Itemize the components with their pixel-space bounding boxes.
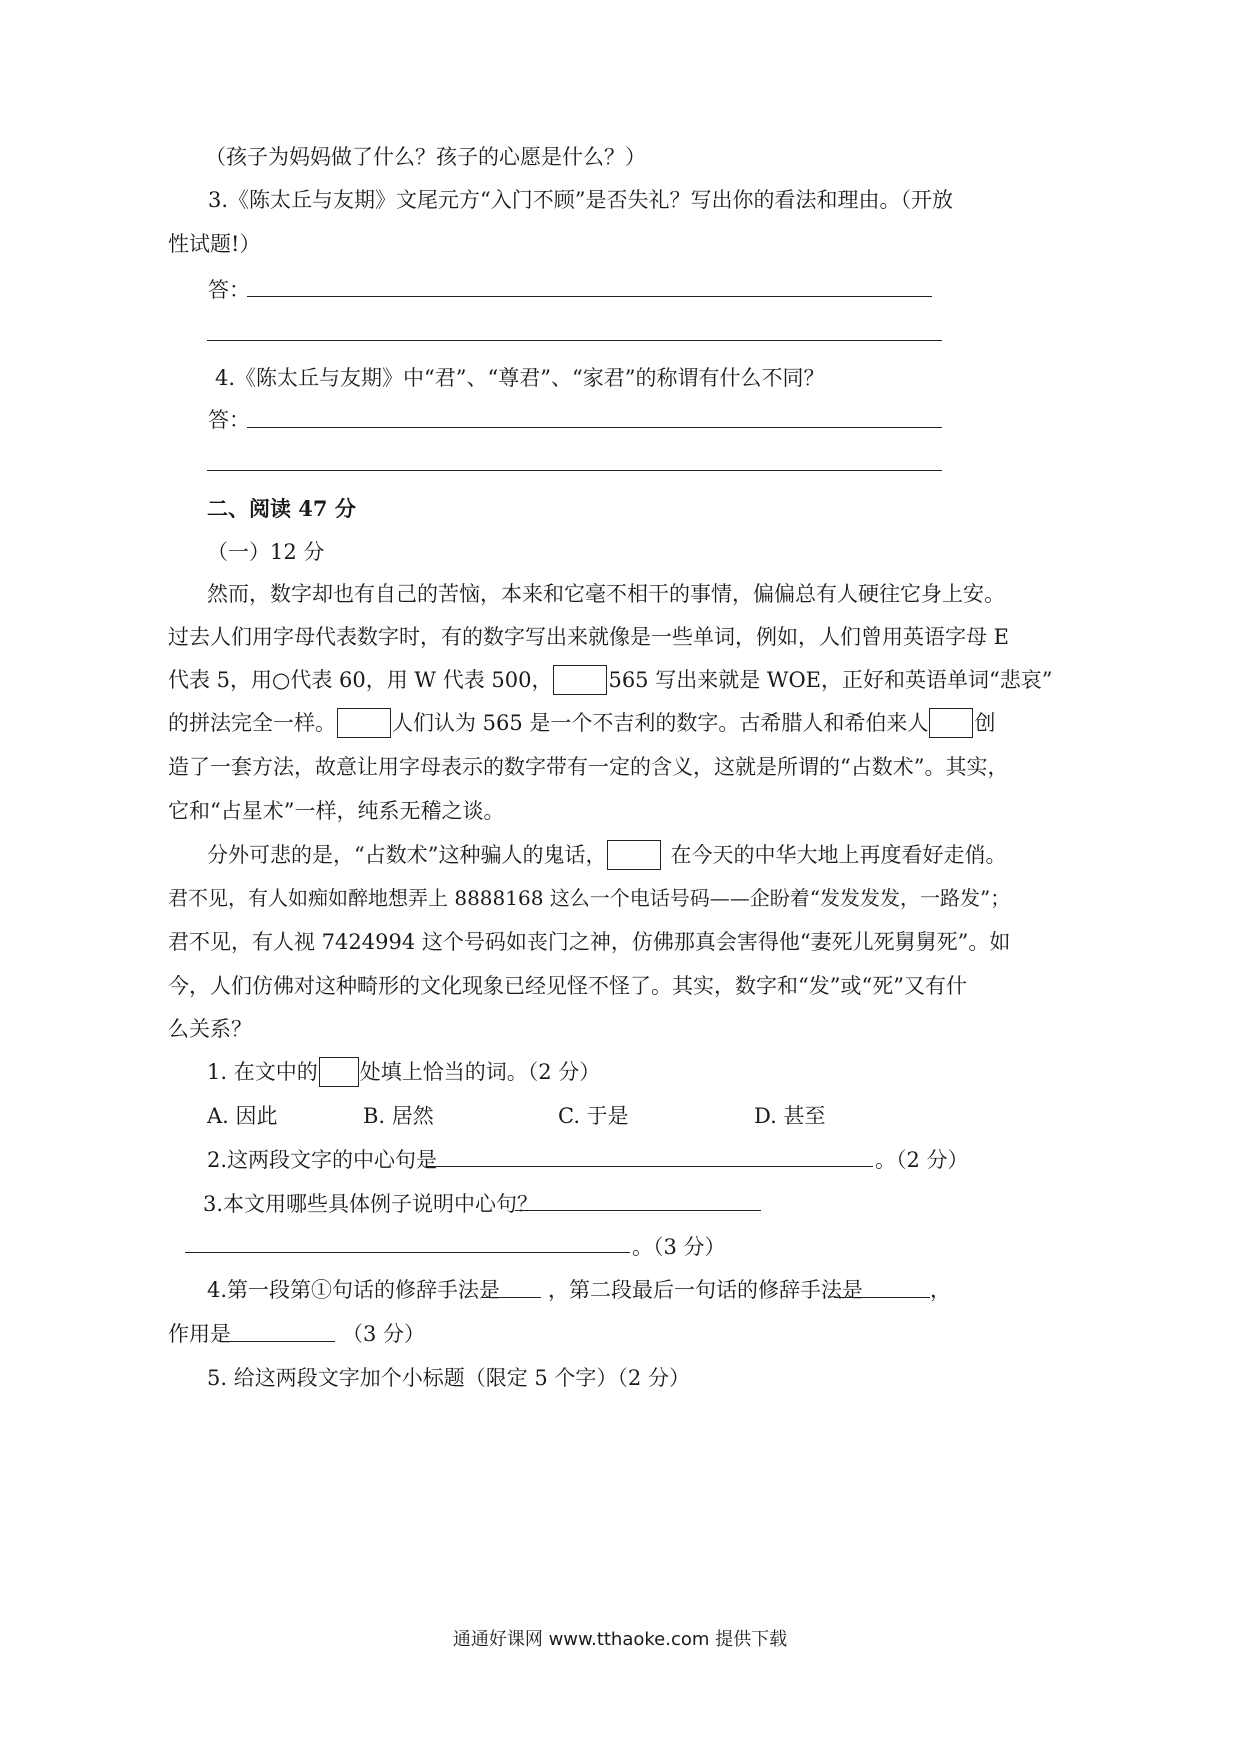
question-3-score: 。（3 分）	[632, 1235, 726, 1259]
question-3-answer-line-1[interactable]	[515, 1210, 761, 1211]
question-2-text: 2.这两段文字的中心句是	[207, 1148, 438, 1172]
passage-line: 君不见，有人视 7424994 这个号码如丧门之神，仿佛那真会害得他“妻死儿死舅舅死”。如	[168, 930, 1011, 954]
q3-text: 3.《陈太丘与友期》文尾元方“入门不顾”是否失礼？写出你的看法和理由。	[208, 188, 901, 212]
question-4-answer-line-2[interactable]	[834, 1297, 930, 1298]
option-a[interactable]: A. 因此	[207, 1104, 278, 1128]
question-4-text: ，第二段最后一句话的修辞手法是	[548, 1278, 863, 1302]
passage-text: 在今天的中华大地上再度看好走俏。	[670, 843, 1007, 867]
question-4-text: 作用是	[168, 1322, 231, 1346]
question-4-score: （3 分）	[342, 1322, 426, 1346]
q3-note-close: 性试题!）	[168, 232, 261, 256]
question-4-answer-line-3[interactable]	[229, 1341, 335, 1342]
option-c[interactable]: C. 于是	[558, 1104, 629, 1128]
option-d[interactable]: D. 甚至	[754, 1104, 826, 1128]
question-text: 1. 在文中的	[207, 1060, 318, 1084]
passage-text: 分外可悲的是，“占数术”这种骗人的鬼话，	[207, 843, 607, 867]
option-b[interactable]: B. 居然	[363, 1104, 434, 1128]
q2-hint: （孩子为妈妈做了什么？孩子的心愿是什么？）	[205, 145, 646, 169]
fill-blank-box[interactable]	[337, 708, 391, 738]
section-sub: （一）12 分	[207, 540, 325, 564]
passage-text: 创	[974, 711, 996, 735]
passage-line: 君不见，有人如痴如醉地想弄上 8888168 这么一个电话号码——企盼着“发发发发，一路发”；	[168, 886, 1011, 910]
question-2-score: 。（2 分）	[875, 1148, 969, 1172]
footer-credit: 通通好课网 www.tthaoke.com 提供下载	[452, 1629, 788, 1650]
passage-line-with-blank	[168, 709, 995, 740]
q4-answer-line-1[interactable]	[247, 427, 942, 428]
passage-line: 过去人们用字母代表数字时，有的数字写出来就像是一些单词，例如，人们曾用英语字母 E	[168, 625, 1010, 649]
q3-answer-label: 答：	[208, 278, 250, 302]
q4-answer-label: 答：	[208, 408, 250, 432]
passage-line: 今，人们仿佛对这种畸形的文化现象已经见怪不怪了。其实，数字和“发”或“死”又有什	[168, 974, 967, 998]
q3-answer-line-1[interactable]	[247, 296, 932, 297]
question-3-answer-line-2[interactable]	[185, 1252, 630, 1253]
question-4-comma: ，	[930, 1278, 951, 1302]
passage-line: 然而，数字却也有自己的苦恼，本来和它毫不相干的事情，偏偏总有人硬往它身上安。	[207, 582, 1005, 606]
section-title: 二、阅读 47 分	[207, 496, 356, 521]
fill-blank-box[interactable]	[607, 840, 661, 870]
passage-line: 它和“占星术”一样，纯系无稽之谈。	[168, 799, 505, 823]
question-text: 处填上恰当的词。（2 分）	[359, 1060, 601, 1084]
passage-line-with-blank	[207, 841, 1006, 872]
q4-text: 4.《陈太丘与友期》中“君”、“尊君”、“家君”的称谓有什么不同？	[215, 366, 825, 390]
fill-blank-box[interactable]	[929, 708, 973, 738]
passage-text: 代表 5，用○代表 60，用 W 代表 500，	[168, 668, 553, 692]
passage-text: 人们认为 565 是一个不吉利的数字。古希腊人和希伯来人	[392, 711, 929, 735]
question-2-answer-line[interactable]	[427, 1166, 873, 1167]
q3-note-open: （开放	[890, 188, 953, 212]
q3-answer-line-2[interactable]	[207, 340, 942, 341]
question-1	[207, 1058, 600, 1089]
question-3-text: 3.本文用哪些具体例子说明中心句？	[203, 1192, 539, 1216]
blank-box-icon	[319, 1057, 359, 1087]
passage-line-with-blank	[168, 666, 1053, 697]
question-5-text: 5. 给这两段文字加个小标题（限定 5 个字）（2 分）	[207, 1366, 690, 1390]
passage-line: 造了一套方法，故意让用字母表示的数字带有一定的含义，这就是所谓的“占数术”。其实，	[168, 755, 1009, 779]
question-4-answer-line-1[interactable]	[481, 1297, 541, 1298]
fill-blank-box[interactable]	[553, 665, 607, 695]
passage-line: 么关系？	[168, 1017, 252, 1041]
question-4-text: 4.第一段第①句话的修辞手法是	[207, 1278, 501, 1302]
q4-answer-line-2[interactable]	[207, 470, 942, 471]
passage-text: 的拼法完全一样。	[168, 711, 336, 735]
passage-text: 565 写出来就是 WOE，正好和英语单词“悲哀”	[608, 668, 1053, 692]
